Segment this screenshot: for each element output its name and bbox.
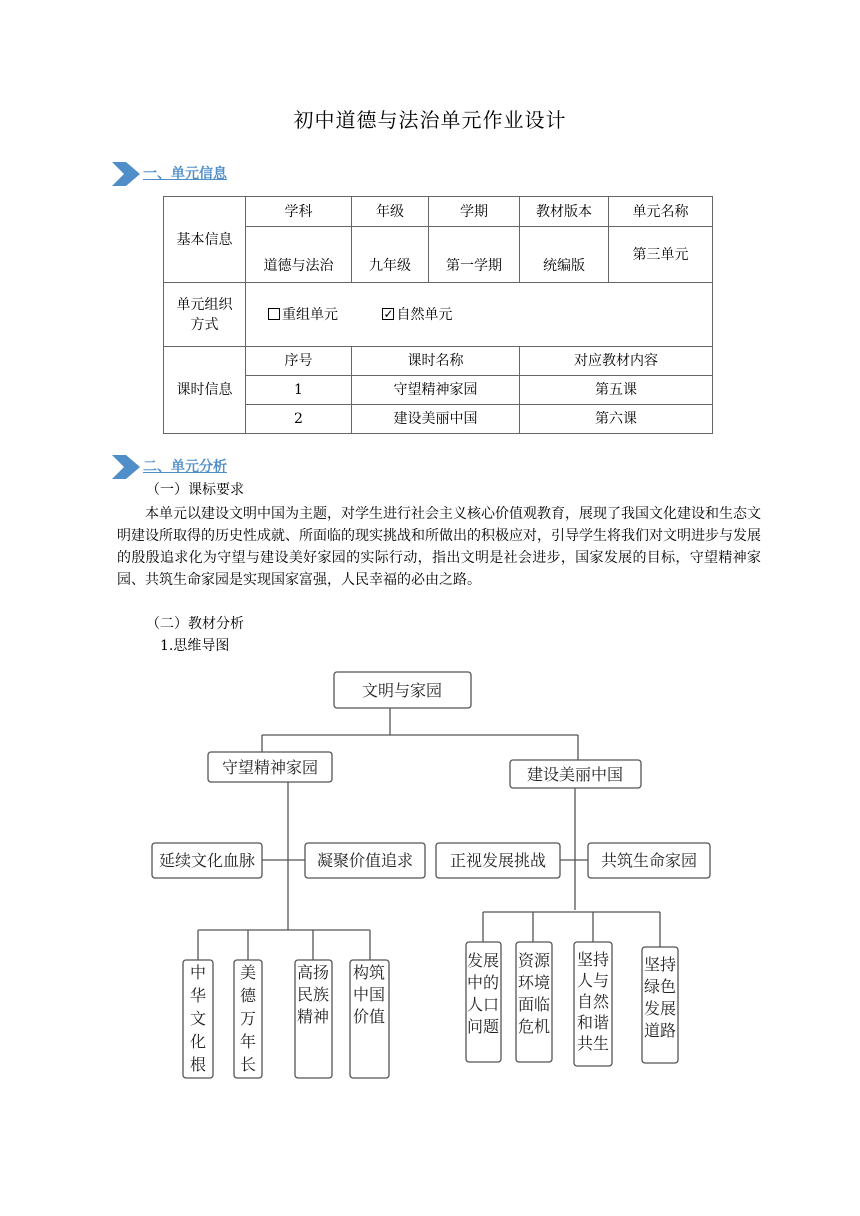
svg-text:民族: 民族 xyxy=(296,985,330,1004)
mindmap-leaf-text xyxy=(240,963,257,1074)
lesson-header-name: 课时名称 xyxy=(352,347,520,376)
mindmap-left-child: 凝聚价值追求 xyxy=(316,851,414,870)
svg-text:精神: 精神 xyxy=(296,1007,330,1026)
svg-text:根: 根 xyxy=(189,1055,207,1074)
header-grade: 年级 xyxy=(352,197,429,227)
svg-text:危机: 危机 xyxy=(517,1017,551,1036)
header-unit-name: 单元名称 xyxy=(609,197,713,227)
value-unit-name: 第三单元 xyxy=(609,227,713,283)
svg-text:万: 万 xyxy=(239,1009,257,1028)
svg-text:中: 中 xyxy=(189,963,207,982)
header-edition: 教材版本 xyxy=(520,197,609,227)
item-mindmap: 1.思维导图 xyxy=(160,638,230,654)
svg-text:化: 化 xyxy=(189,1032,207,1051)
svg-text:道路: 道路 xyxy=(643,1021,677,1040)
svg-text:问题: 问题 xyxy=(466,1017,500,1036)
svg-text:中国: 中国 xyxy=(352,985,386,1004)
value-term: 第一学期 xyxy=(429,227,520,283)
svg-text:共生: 共生 xyxy=(576,1034,610,1053)
svg-text:德: 德 xyxy=(239,986,257,1005)
svg-text:发展: 发展 xyxy=(643,999,677,1018)
curriculum-paragraph: 本单元以建设文明中国为主题，对学生进行社会主义核心价值观教育，展现了我国文化建设和生态文明建设所取得的历史性成就、所面临的现实挑战和所做出的积极应对，引导学生将我们对文明进步与发展的殷殷追求化为守望与建设美好家园的实际行动，指出文明是社会进步，国家发展的目标，守望精神家园、共筑生命家园是实现国家富强，人民幸福的必由之路。 xyxy=(117,506,761,588)
mindmap-right-child: 共筑生命家园 xyxy=(600,851,698,870)
svg-text:人与: 人与 xyxy=(576,971,610,990)
org-option-label: 重组单元 xyxy=(282,306,338,323)
svg-text:发展: 发展 xyxy=(466,951,500,970)
lesson-content: 第五课 xyxy=(520,376,713,405)
lesson-header-content: 对应教材内容 xyxy=(520,347,713,376)
lesson-name: 守望精神家园 xyxy=(352,376,520,405)
mindmap-leaf-text xyxy=(577,950,610,1053)
svg-text:华: 华 xyxy=(189,986,207,1005)
header-term: 学期 xyxy=(429,197,520,227)
mindmap-connectors xyxy=(198,708,660,960)
svg-text:自然: 自然 xyxy=(576,992,610,1011)
svg-text:美: 美 xyxy=(239,963,257,982)
value-grade: 九年级 xyxy=(352,227,429,283)
mindmap-leaf-text xyxy=(353,963,385,1026)
subheading-curriculum: （一）课标要求 xyxy=(146,482,244,498)
svg-text:人口: 人口 xyxy=(466,995,500,1014)
svg-text:高扬: 高扬 xyxy=(296,963,330,982)
mindmap-right: 建设美丽中国 xyxy=(526,765,624,784)
svg-text:中的: 中的 xyxy=(466,973,500,992)
svg-text:长: 长 xyxy=(239,1055,257,1074)
header-subject: 学科 xyxy=(246,197,352,227)
lesson-name: 建设美丽中国 xyxy=(352,405,520,434)
org-option-label: 自然单元 xyxy=(396,306,453,323)
lesson-content: 第六课 xyxy=(520,405,713,434)
svg-text:年: 年 xyxy=(239,1032,257,1051)
svg-text:绿色: 绿色 xyxy=(643,977,677,996)
lesson-info-label: 课时信息 xyxy=(164,347,246,434)
lesson-header-no: 序号 xyxy=(246,347,352,376)
svg-text:文: 文 xyxy=(189,1009,207,1028)
svg-text:和谐: 和谐 xyxy=(576,1013,610,1032)
svg-text:资源: 资源 xyxy=(517,951,551,970)
svg-text:坚持: 坚持 xyxy=(576,950,610,969)
org-label: 单元组织方式 xyxy=(164,283,246,347)
section-label: 二、单元分析 xyxy=(143,459,227,475)
svg-text:面临: 面临 xyxy=(517,995,551,1014)
svg-text:构筑: 构筑 xyxy=(352,963,386,982)
mindmap-left: 守望精神家园 xyxy=(221,758,319,777)
mindmap-leaf-text xyxy=(190,963,206,1074)
value-subject: 道德与法治 xyxy=(246,227,352,283)
basic-info-label: 基本信息 xyxy=(164,197,246,283)
lesson-no: 1 xyxy=(246,376,352,405)
mindmap-leaf-text xyxy=(297,963,329,1026)
mindmap-left-child: 延续文化血脉 xyxy=(158,851,256,870)
mindmap-right-child: 正视发展挑战 xyxy=(449,851,547,870)
svg-text:环境: 环境 xyxy=(517,973,551,992)
section-label: 一、单元信息 xyxy=(143,166,227,182)
mindmap-root: 文明与家园 xyxy=(361,681,443,700)
svg-text:价值: 价值 xyxy=(352,1007,386,1026)
svg-text:坚持: 坚持 xyxy=(643,955,677,974)
subheading-textbook: （二）教材分析 xyxy=(146,616,244,632)
lesson-no: 2 xyxy=(246,405,352,434)
page-title: 初中道德与法治单元作业设计 xyxy=(293,108,567,132)
value-edition: 统编版 xyxy=(520,227,609,283)
